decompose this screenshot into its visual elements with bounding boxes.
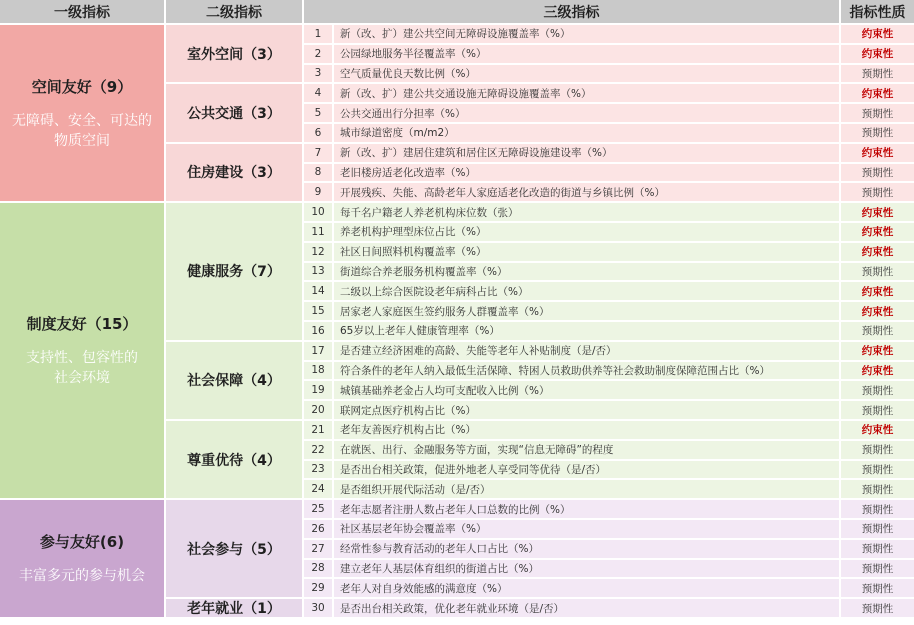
indicator-text (334, 540, 839, 558)
indicator-text (334, 520, 839, 538)
row-number (304, 144, 332, 162)
level2-group (166, 144, 302, 201)
row-number (304, 441, 332, 459)
row-number (304, 362, 332, 380)
level1-description-line: 无障碍、安全、可达的 (12, 112, 152, 129)
indicator-text (334, 480, 839, 498)
level1-description-line: 社会环境 (54, 370, 110, 387)
indicator-nature-label: 预期性 (861, 483, 894, 496)
indicator-nature (841, 84, 914, 102)
indicator-nature-label: 预期性 (861, 325, 894, 338)
indicator-nature-label: 约束性 (861, 147, 894, 160)
row-number (304, 223, 332, 241)
level1-title: 制度友好（15） (26, 315, 138, 334)
indicator-nature (841, 540, 914, 558)
indicator-nature (841, 401, 914, 419)
indicator-nature (841, 342, 914, 360)
row-number (304, 342, 332, 360)
indicator-label: 联网定点医疗机构占比（%） (340, 404, 476, 417)
indicator-nature (841, 381, 914, 399)
row-number-label: 5 (314, 107, 322, 120)
indicator-nature-label: 预期性 (861, 404, 894, 417)
indicator-nature (841, 500, 914, 518)
column-header (0, 0, 164, 23)
indicator-text (334, 342, 839, 360)
level2-title: 社会参与（5） (187, 541, 281, 558)
level2-group (166, 25, 302, 82)
indicator-nature-label: 约束性 (861, 285, 894, 298)
indicator-label: 符合条件的老年人纳入最低生活保障、特困人员救助供养等社会救助制度保障范围占比（%） (340, 364, 770, 377)
row-number (304, 183, 332, 201)
row-number-label: 13 (311, 265, 325, 278)
row-number (304, 104, 332, 122)
row-number-label: 2 (314, 47, 322, 60)
indicator-nature (841, 243, 914, 261)
indicator-nature-label: 约束性 (861, 48, 894, 61)
indicator-nature (841, 203, 914, 221)
indicator-text (334, 45, 839, 63)
level1-description-line: 物质空间 (54, 132, 110, 149)
row-number (304, 322, 332, 340)
indicator-nature-label: 约束性 (861, 206, 894, 219)
indicator-nature-label: 预期性 (861, 523, 894, 536)
indicator-label: 公共交通出行分担率（%） (340, 107, 466, 120)
column-header-label: 指标性质 (849, 4, 906, 21)
indicator-nature-label: 约束性 (861, 424, 894, 437)
row-number-label: 4 (314, 87, 322, 100)
indicator-label: 建立老年人基层体育组织的街道占比（%） (340, 562, 539, 575)
level1-description (19, 566, 145, 586)
indicator-nature-label: 预期性 (861, 444, 894, 457)
indicator-nature (841, 362, 914, 380)
row-number (304, 461, 332, 479)
indicator-nature (841, 461, 914, 479)
indicator-label: 是否出台相关政策，优化老年就业环境（是/否） (340, 602, 565, 615)
indicator-nature (841, 144, 914, 162)
level1-title: 参与友好(6) (39, 533, 125, 552)
row-number-label: 3 (314, 67, 322, 80)
indicator-label: 老年友善医疗机构占比（%） (340, 424, 476, 437)
row-number-label: 20 (311, 404, 325, 417)
indicator-text (334, 84, 839, 102)
indicator-nature (841, 263, 914, 281)
indicator-label: 城市绿道密度（m/m2） (340, 127, 455, 140)
indicator-nature-label: 预期性 (861, 582, 894, 595)
indicator-nature (841, 480, 914, 498)
level2-group (166, 421, 302, 498)
indicator-text (334, 223, 839, 241)
row-number (304, 282, 332, 300)
indicator-label: 居家老人家庭医生签约服务人群覆盖率（%） (340, 305, 550, 318)
row-number-label: 28 (311, 562, 325, 575)
indicator-nature (841, 441, 914, 459)
indicator-text (334, 401, 839, 419)
indicator-nature (841, 302, 914, 320)
indicator-text (334, 243, 839, 261)
indicator-label: 城镇基础养老金占人均可支配收入比例（%） (340, 384, 550, 397)
indicator-nature-label: 预期性 (861, 127, 894, 140)
indicator-label: 社区日间照料机构覆盖率（%） (340, 246, 487, 259)
row-number-label: 21 (311, 423, 325, 436)
indicator-nature-label: 预期性 (861, 265, 894, 278)
indicator-nature-label: 约束性 (861, 87, 894, 100)
indicator-label: 公园绿地服务半径覆盖率（%） (340, 48, 487, 61)
row-number (304, 480, 332, 498)
row-number-label: 19 (311, 384, 325, 397)
row-number-label: 10 (311, 206, 325, 219)
indicator-text (334, 322, 839, 340)
row-number-label: 30 (311, 602, 325, 615)
level1-description-line: 支持性、包容性的 (26, 350, 138, 367)
indicator-label: 老年志愿者注册人数占老年人口总数的比例（%） (340, 503, 571, 516)
row-number-label: 1 (314, 27, 322, 40)
row-number (304, 65, 332, 83)
indicator-label: 经常性参与教育活动的老年人口占比（%） (340, 543, 539, 556)
indicator-nature (841, 45, 914, 63)
row-number (304, 263, 332, 281)
column-header-label: 二级指标 (206, 4, 262, 21)
indicator-text (334, 183, 839, 201)
row-number-label: 29 (311, 582, 325, 595)
indicator-nature (841, 282, 914, 300)
indicator-text (334, 302, 839, 320)
indicator-text (334, 65, 839, 83)
indicator-nature (841, 104, 914, 122)
indicator-nature-label: 预期性 (861, 107, 894, 120)
column-header-label: 一级指标 (54, 4, 110, 21)
indicator-nature (841, 560, 914, 578)
indicator-nature-label: 预期性 (861, 543, 894, 556)
indicator-text (334, 104, 839, 122)
indicator-label: 是否组织开展代际活动（是/否） (340, 483, 491, 496)
indicator-text (334, 124, 839, 142)
level2-group (166, 599, 302, 617)
indicator-nature (841, 164, 914, 182)
column-header-label: 三级指标 (543, 4, 600, 21)
row-number (304, 540, 332, 558)
level2-group (166, 203, 302, 340)
indicator-nature-label: 约束性 (861, 246, 894, 259)
column-header (841, 0, 914, 23)
indicator-nature-label: 约束性 (861, 28, 894, 41)
level2-title: 公共交通（3） (187, 106, 281, 123)
row-number-label: 12 (311, 245, 325, 258)
row-number-label: 23 (311, 463, 325, 476)
row-number (304, 520, 332, 538)
indicator-text (334, 461, 839, 479)
indicator-text (334, 263, 839, 281)
row-number (304, 84, 332, 102)
row-number-label: 14 (311, 285, 325, 298)
indicator-label: 新（改、扩）建公共交通设施无障碍设施覆盖率（%） (340, 87, 592, 100)
indicator-nature-label: 预期性 (861, 384, 894, 397)
indicator-text (334, 421, 839, 439)
indicator-text (334, 500, 839, 518)
row-number (304, 401, 332, 419)
level2-title: 尊重优待（4） (187, 452, 281, 469)
indicator-text (334, 203, 839, 221)
indicator-label: 是否出台相关政策，促进外地老人享受同等优待（是/否） (340, 463, 607, 476)
row-number (304, 560, 332, 578)
indicator-label: 每千名户籍老人养老机构床位数（张） (340, 206, 519, 219)
indicator-nature (841, 65, 914, 83)
column-header (166, 0, 302, 23)
indicator-nature-label: 约束性 (861, 345, 894, 358)
indicator-nature (841, 183, 914, 201)
level2-group (166, 500, 302, 597)
indicator-nature (841, 25, 914, 43)
row-number-label: 7 (314, 146, 322, 159)
level1-group (0, 500, 164, 617)
column-header (304, 0, 839, 23)
row-number (304, 45, 332, 63)
level2-title: 室外空间（3） (187, 46, 281, 63)
level1-description-line: 丰富多元的参与机会 (19, 568, 145, 585)
indicator-nature-label: 预期性 (861, 562, 894, 575)
row-number-label: 17 (311, 344, 325, 357)
indicator-text (334, 441, 839, 459)
row-number-label: 9 (314, 186, 322, 199)
indicator-nature (841, 223, 914, 241)
indicator-nature (841, 599, 914, 617)
indicator-nature-label: 约束性 (861, 305, 894, 318)
indicator-label: 老年人对自身效能感的满意度（%） (340, 582, 508, 595)
indicator-label: 养老机构护理型床位占比（%） (340, 226, 487, 239)
row-number (304, 421, 332, 439)
level1-group (0, 25, 164, 201)
row-number-label: 24 (311, 483, 325, 496)
indicator-label: 65岁以上老年人健康管理率（%） (340, 325, 500, 338)
row-number (304, 25, 332, 43)
row-number (304, 302, 332, 320)
indicator-label: 是否建立经济困难的高龄、失能等老年人补贴制度（是/否） (340, 345, 617, 358)
level2-group (166, 342, 302, 419)
indicator-label: 新（改、扩）建公共空间无障碍设施覆盖率（%） (340, 28, 571, 41)
row-number (304, 381, 332, 399)
row-number-label: 25 (311, 503, 325, 516)
level2-group (166, 84, 302, 141)
indicator-nature-label: 预期性 (861, 463, 894, 476)
indicator-label: 新（改、扩）建居住建筑和居住区无障碍设施建设率（%） (340, 147, 613, 160)
indicator-text (334, 599, 839, 617)
row-number-label: 18 (311, 364, 325, 377)
level1-description (12, 111, 152, 151)
indicator-nature (841, 421, 914, 439)
row-number (304, 164, 332, 182)
row-number (304, 579, 332, 597)
level1-group (0, 203, 164, 498)
indicator-label: 老旧楼房适老化改造率（%） (340, 166, 476, 179)
indicator-nature (841, 520, 914, 538)
level2-title: 老年就业（1） (187, 601, 281, 617)
row-number (304, 243, 332, 261)
indicator-text (334, 381, 839, 399)
indicator-label: 在就医、出行、金融服务等方面，实现“信息无障碍”的程度 (340, 444, 614, 457)
indicator-text (334, 144, 839, 162)
indicator-label: 开展残疾、失能、高龄老年人家庭适老化改造的街道与乡镇比例（%） (340, 186, 665, 199)
indicator-nature (841, 579, 914, 597)
indicator-label: 社区基层老年协会覆盖率（%） (340, 523, 487, 536)
level2-title: 健康服务（7） (187, 264, 281, 281)
row-number-label: 6 (314, 126, 322, 139)
row-number-label: 26 (311, 522, 325, 535)
row-number (304, 599, 332, 617)
indicator-text (334, 579, 839, 597)
row-number-label: 15 (311, 305, 325, 318)
indicator-label: 街道综合养老服务机构覆盖率（%） (340, 265, 508, 278)
indicator-nature (841, 322, 914, 340)
level2-title: 住房建设（3） (187, 165, 281, 182)
level1-title: 空间友好（9） (31, 77, 133, 96)
indicator-nature-label: 预期性 (861, 602, 894, 615)
indicator-text (334, 560, 839, 578)
indicator-label: 二级以上综合医院设老年病科占比（%） (340, 285, 529, 298)
indicator-nature-label: 预期性 (861, 166, 894, 179)
indicator-nature-label: 预期性 (861, 67, 894, 80)
indicator-text (334, 282, 839, 300)
indicator-nature-label: 预期性 (861, 503, 894, 516)
row-number (304, 124, 332, 142)
indicator-text (334, 164, 839, 182)
indicator-text (334, 25, 839, 43)
row-number-label: 27 (311, 542, 325, 555)
indicator-label: 空气质量优良天数比例（%） (340, 67, 476, 80)
row-number (304, 203, 332, 221)
level2-title: 社会保障（4） (187, 373, 281, 390)
indicator-text (334, 362, 839, 380)
indicator-nature-label: 约束性 (861, 226, 894, 239)
indicator-nature (841, 124, 914, 142)
indicator-nature-label: 预期性 (861, 186, 894, 199)
level1-description (26, 348, 138, 388)
row-number-label: 8 (314, 166, 322, 179)
row-number (304, 500, 332, 518)
row-number-label: 16 (311, 324, 325, 337)
indicator-nature-label: 约束性 (861, 364, 894, 377)
row-number-label: 11 (311, 225, 325, 238)
row-number-label: 22 (311, 443, 325, 456)
